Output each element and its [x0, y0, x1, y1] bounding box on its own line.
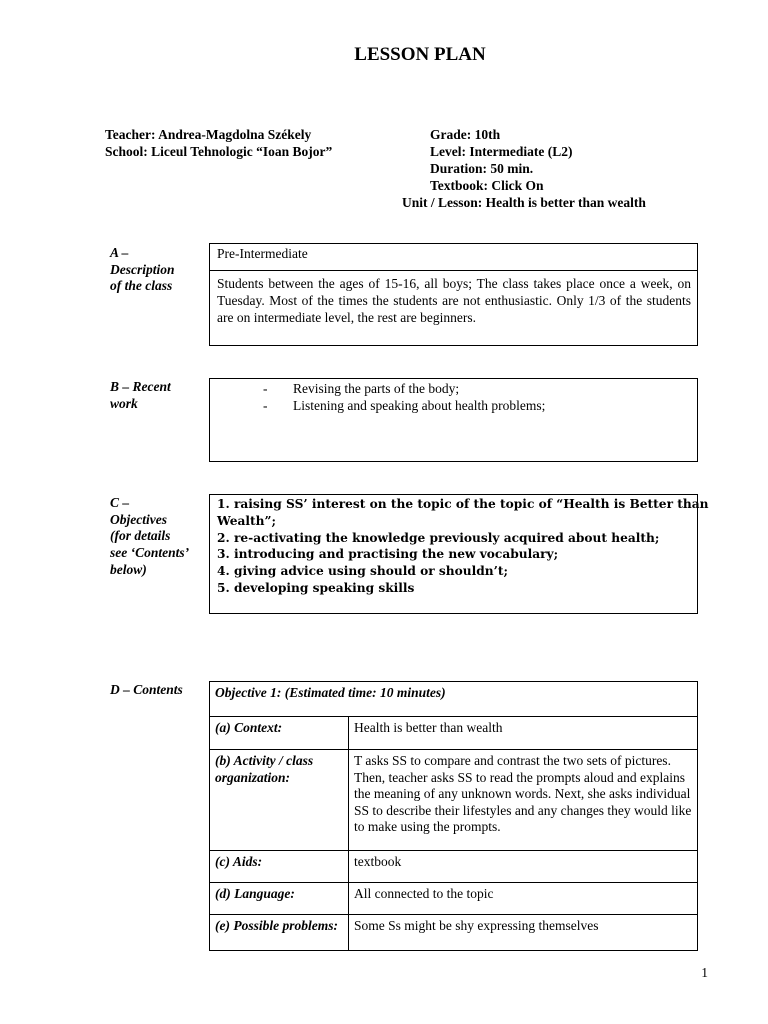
section-c-box: [209, 494, 709, 614]
table-row: [210, 915, 698, 951]
section-a-box: [209, 243, 698, 346]
objective-line: 2. re-activating the knowledge previously acquired about health;: [217, 530, 660, 545]
objective-title: Objective 1: (Estimated time: 10 minutes): [210, 682, 698, 717]
row-value: textbook: [349, 851, 698, 883]
section-c-label: C – Objectives (for details see ‘Contents’ below): [110, 495, 190, 577]
row-value: Some Ss might be shy expressing themselves: [349, 915, 698, 951]
textbook-line: Textbook: Click On: [430, 178, 544, 193]
table-row: [210, 851, 698, 883]
row-key: (b) Activity / class organization:: [210, 750, 349, 851]
divider: [210, 270, 697, 271]
grade-line: Grade: 10th: [430, 127, 501, 142]
row-value: Health is better than wealth: [349, 717, 698, 750]
row-key: (a) Context:: [210, 717, 349, 750]
section-b-box: [209, 378, 698, 462]
class-description: Students between the ages of 15-16, all boys; The class takes place once a week, on Tuesday. Most of the times the students are not enthusiastic. Only 1/3 of the students are on intermediate level, the rest are beginners.: [217, 276, 691, 325]
teacher-line: Teacher: Andrea-Magdolna Székely: [105, 127, 312, 142]
table-row: [210, 717, 698, 750]
recent-work-list: [263, 380, 545, 414]
duration-line: Duration: 50 min.: [430, 161, 534, 176]
section-a-label: A – Description of the class: [110, 245, 175, 294]
section-d-label: D – Contents: [110, 682, 183, 697]
row-key: (d) Language:: [210, 883, 349, 915]
objective-line: 3. introducing and practising the new vocabulary;: [217, 547, 559, 562]
table-row: [210, 750, 698, 851]
school-line: School: Liceul Tehnologic “Ioan Bojor”: [105, 144, 333, 159]
list-item: - Revising the parts of the body;: [263, 380, 545, 397]
section-b-label: B – Recent work: [110, 379, 171, 411]
objective-line: 4. giving advice using should or shouldn’t;: [217, 564, 508, 579]
row-value: T asks SS to compare and contrast the two sets of pictures. Then, teacher asks SS to read the prompts aloud and explains the meaning of any unknown words. Next, she asks individual SS to describe their lifestyles and any changes they would like to make using the prompts.: [349, 750, 698, 851]
row-value: All connected to the topic: [349, 883, 698, 915]
class-level: Pre-Intermediate: [217, 246, 308, 261]
page-number: 1: [701, 965, 708, 980]
row-key: (e) Possible problems:: [210, 915, 349, 951]
unit-lesson-line: Unit / Lesson: Health is better than wealth: [402, 195, 646, 210]
row-key: (c) Aids:: [210, 851, 349, 883]
list-item: - Listening and speaking about health problems;: [263, 397, 545, 414]
page-title: LESSON PLAN: [354, 44, 486, 65]
objective-line: Wealth”;: [217, 513, 276, 528]
table-row: [210, 883, 698, 915]
objective-line: 5. developing speaking skills: [217, 580, 415, 595]
contents-table: [209, 681, 698, 951]
level-line: Level: Intermediate (L2): [430, 144, 573, 159]
objectives-list: [217, 496, 708, 597]
objective-line: 1. raising SS’ interest on the topic of the topic of “Health is Better than: [217, 497, 709, 511]
